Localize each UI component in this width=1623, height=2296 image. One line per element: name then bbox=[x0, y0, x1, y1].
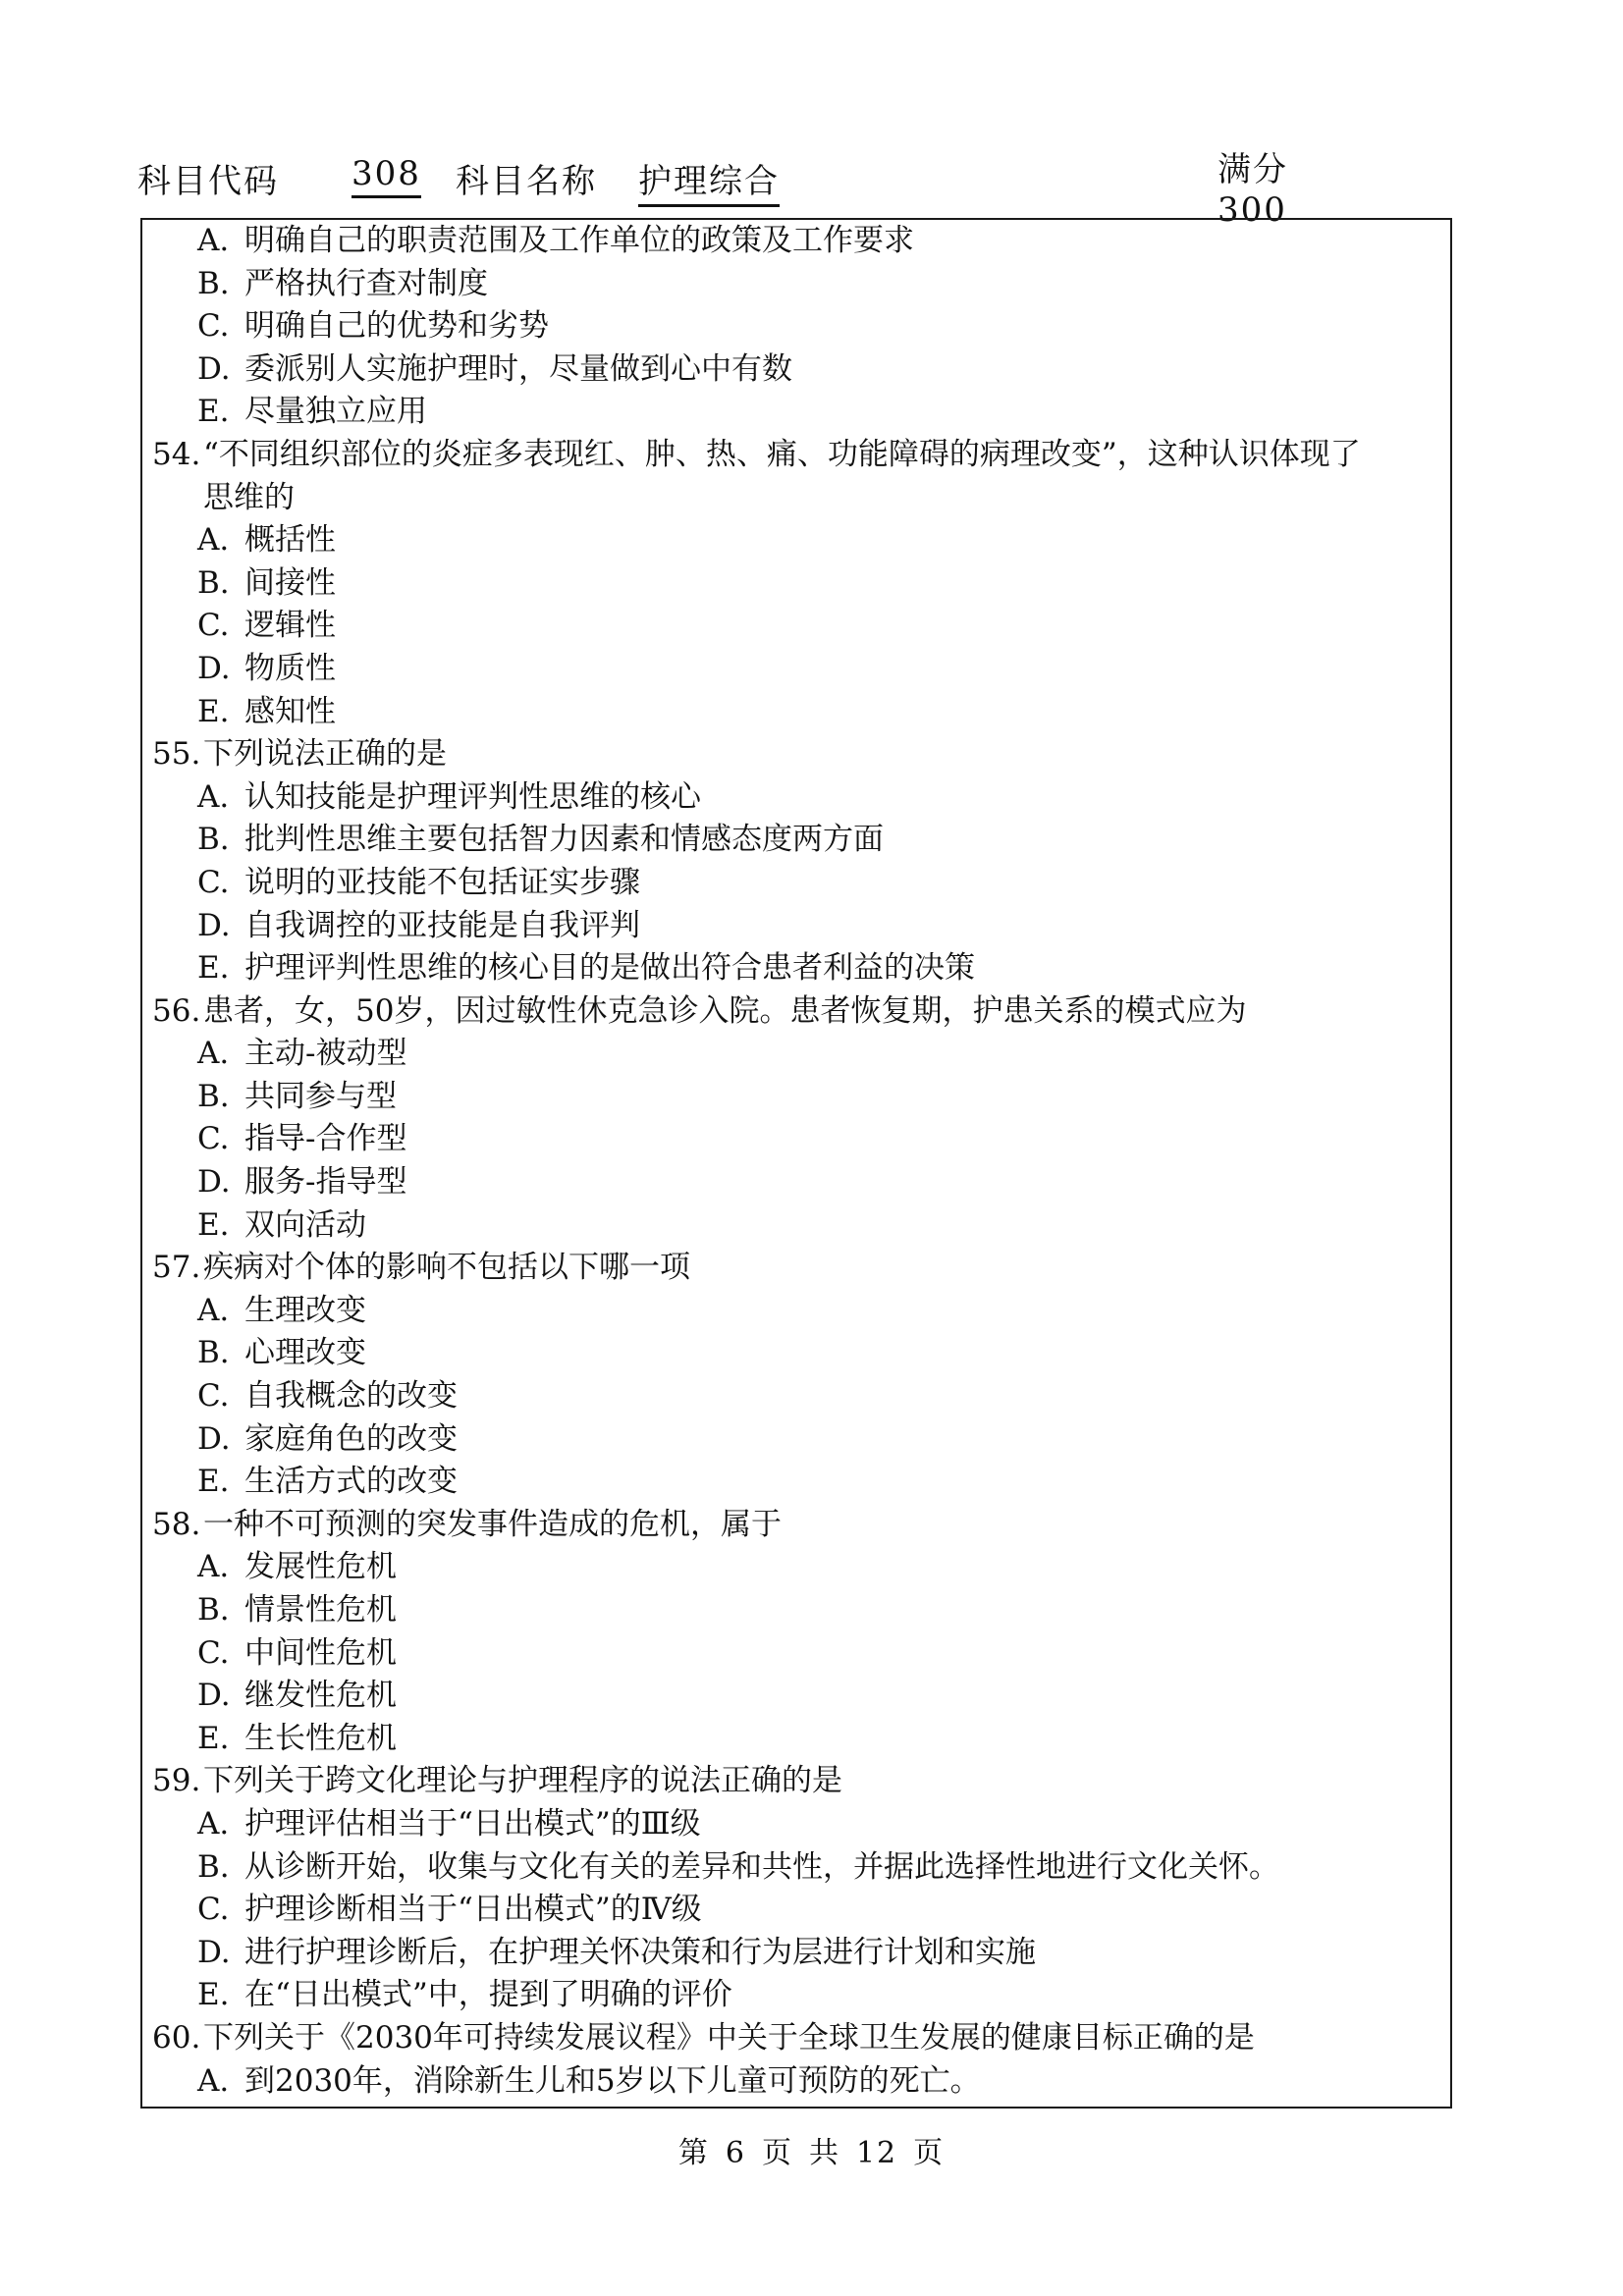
option-text: 发展性危机 bbox=[244, 1549, 397, 1585]
option-item bbox=[152, 1161, 1440, 1204]
option-item bbox=[152, 648, 1440, 691]
option-item bbox=[152, 1974, 1440, 2017]
option-item bbox=[152, 947, 1440, 990]
option-key: B. bbox=[197, 564, 230, 601]
option-key: C. bbox=[197, 1634, 230, 1671]
option-text: 生活方式的改变 bbox=[244, 1464, 458, 1500]
option-text: 护理评估相当于“日出模式”的Ⅲ级 bbox=[244, 1805, 701, 1842]
option-text: 逻辑性 bbox=[244, 608, 336, 644]
option-key: A. bbox=[197, 2062, 230, 2099]
option-text: 尽量独立应用 bbox=[244, 394, 427, 430]
option-text: 护理诊断相当于“日出模式”的Ⅳ级 bbox=[244, 1892, 702, 1928]
option-text: 间接性 bbox=[244, 564, 336, 601]
option-key: D. bbox=[197, 907, 231, 943]
option-text: 共同参与型 bbox=[244, 1078, 397, 1114]
question-number: 54. bbox=[152, 436, 201, 472]
option-text: 护理评判性思维的核心目的是做出符合患者利益的决策 bbox=[244, 950, 975, 987]
option-key: A. bbox=[197, 1292, 230, 1328]
option-key: A. bbox=[197, 223, 230, 258]
option-text: 家庭角色的改变 bbox=[244, 1420, 458, 1457]
option-item bbox=[152, 1889, 1440, 1932]
question-text: 下列关于《2030年可持续发展议程》中关于全球卫生发展的健康目标正确的是 bbox=[203, 2019, 1255, 2056]
question-text: 下列关于跨文化理论与护理程序的说法正确的是 bbox=[203, 1763, 842, 1799]
option-item bbox=[152, 1461, 1440, 1504]
option-key: C. bbox=[197, 308, 230, 345]
option-item bbox=[152, 220, 1440, 263]
option-text: 到2030年，消除新生儿和5岁以下儿童可预防的死亡。 bbox=[244, 2062, 981, 2099]
option-text: 严格执行查对制度 bbox=[244, 265, 488, 301]
question-number: 56. bbox=[152, 992, 201, 1029]
question-text: 疾病对个体的影响不包括以下哪一项 bbox=[203, 1250, 690, 1286]
option-key: A. bbox=[197, 778, 230, 815]
option-key: B. bbox=[197, 1592, 230, 1628]
subject-code-value: 308 bbox=[352, 154, 421, 198]
option-item bbox=[152, 819, 1440, 862]
option-key: E. bbox=[197, 1206, 230, 1243]
option-key: E. bbox=[197, 1720, 230, 1756]
option-key: D. bbox=[197, 350, 231, 387]
option-key: B. bbox=[197, 1335, 230, 1371]
exam-header bbox=[137, 142, 1375, 230]
question-stem bbox=[152, 990, 1440, 1034]
option-item bbox=[152, 1118, 1440, 1161]
option-key: C. bbox=[197, 608, 230, 644]
option-text: 主动-被动型 bbox=[244, 1036, 407, 1072]
option-key: E. bbox=[197, 693, 230, 729]
option-text: 感知性 bbox=[244, 693, 336, 729]
option-item bbox=[152, 263, 1440, 306]
option-text: 明确自己的职责范围及工作单位的政策及工作要求 bbox=[244, 223, 914, 258]
option-text: 自我调控的亚技能是自我评判 bbox=[244, 907, 640, 943]
subject-name-value: 护理综合 bbox=[638, 154, 780, 207]
question-stem bbox=[152, 1247, 1440, 1290]
subject-name-label: 科目名称 bbox=[456, 162, 597, 201]
option-item bbox=[152, 776, 1440, 820]
option-item bbox=[152, 1290, 1440, 1333]
option-key: E. bbox=[197, 1464, 230, 1500]
option-key: D. bbox=[197, 1934, 231, 1970]
question-box bbox=[140, 218, 1452, 2109]
option-text: 进行护理诊断后，在护理关怀决策和行为层进行计划和实施 bbox=[244, 1934, 1036, 1970]
option-key: A. bbox=[197, 1036, 230, 1072]
question-stem bbox=[152, 733, 1440, 776]
option-key: D. bbox=[197, 1678, 231, 1714]
option-key: D. bbox=[197, 650, 231, 686]
option-item bbox=[152, 862, 1440, 905]
option-item bbox=[152, 1632, 1440, 1676]
question-stem bbox=[152, 1504, 1440, 1547]
footer-total-prefix: 共 bbox=[808, 2136, 840, 2170]
option-text: 生长性危机 bbox=[244, 1720, 397, 1756]
question-stem bbox=[152, 2017, 1440, 2060]
question-content bbox=[152, 220, 1440, 2103]
option-item bbox=[152, 1076, 1440, 1119]
option-item bbox=[152, 1846, 1440, 1890]
option-key: E. bbox=[197, 394, 230, 430]
option-item bbox=[152, 1589, 1440, 1632]
option-key: B. bbox=[197, 1078, 230, 1114]
option-text: 自我概念的改变 bbox=[244, 1378, 458, 1415]
question-number: 59. bbox=[152, 1763, 201, 1799]
option-item bbox=[152, 348, 1440, 392]
option-item bbox=[152, 905, 1440, 948]
option-text: 服务-指导型 bbox=[244, 1164, 407, 1201]
option-item bbox=[152, 1675, 1440, 1718]
option-text: 明确自己的优势和劣势 bbox=[244, 308, 549, 345]
question-number: 60. bbox=[152, 2019, 201, 2056]
option-item bbox=[152, 519, 1440, 562]
option-key: B. bbox=[197, 822, 230, 858]
option-item bbox=[152, 1033, 1440, 1076]
option-item bbox=[152, 391, 1440, 434]
total-pages-number: 12 bbox=[855, 2136, 898, 2170]
question-number: 57. bbox=[152, 1250, 201, 1286]
option-key: B. bbox=[197, 265, 230, 301]
question-number: 58. bbox=[152, 1506, 201, 1542]
question-text: 下列说法正确的是 bbox=[203, 736, 447, 773]
option-key: C. bbox=[197, 1378, 230, 1415]
page-footer bbox=[0, 2128, 1623, 2171]
option-key: A. bbox=[197, 1805, 230, 1842]
option-text: 物质性 bbox=[244, 650, 336, 686]
question-stem bbox=[152, 434, 1440, 477]
option-text: 指导-合作型 bbox=[244, 1121, 407, 1157]
option-item bbox=[152, 1332, 1440, 1375]
option-item bbox=[152, 1546, 1440, 1589]
option-text: 从诊断开始，收集与文化有关的差异和共性，并据此选择性地进行文化关怀。 bbox=[244, 1848, 1279, 1885]
question-number: 55. bbox=[152, 736, 201, 773]
option-text: 批判性思维主要包括智力因素和情感态度两方面 bbox=[244, 822, 884, 858]
question-text: 患者，女，50岁，因过敏性休克急诊入院。患者恢复期，护患关系的模式应为 bbox=[203, 992, 1247, 1029]
option-key: B. bbox=[197, 1848, 230, 1885]
option-item bbox=[152, 1718, 1440, 1761]
option-text: 继发性危机 bbox=[244, 1678, 397, 1714]
option-text: 情景性危机 bbox=[244, 1592, 397, 1628]
full-score-value: 300 bbox=[1217, 190, 1287, 230]
option-key: D. bbox=[197, 1164, 231, 1201]
option-item bbox=[152, 562, 1440, 606]
option-text: 双向活动 bbox=[244, 1206, 366, 1243]
option-key: A. bbox=[197, 522, 230, 559]
option-text: 认知技能是护理评判性思维的核心 bbox=[244, 778, 701, 815]
option-key: C. bbox=[197, 1121, 230, 1157]
option-text: 概括性 bbox=[244, 522, 336, 559]
option-key: D. bbox=[197, 1420, 231, 1457]
option-text: 生理改变 bbox=[244, 1292, 366, 1328]
option-item bbox=[152, 2060, 1440, 2104]
current-page-number: 6 bbox=[725, 2136, 746, 2170]
option-key: E. bbox=[197, 950, 230, 987]
option-item bbox=[152, 305, 1440, 348]
subject-code-label: 科目代码 bbox=[137, 162, 279, 201]
question-text: “不同组织部位的炎症多表现红、肿、热、痛、功能障碍的病理改变”，这种认识体现了 bbox=[203, 436, 1361, 472]
full-score bbox=[1217, 142, 1375, 230]
option-text: 在“日出模式”中，提到了明确的评价 bbox=[244, 1977, 732, 2013]
footer-prefix: 第 bbox=[677, 2136, 710, 2170]
question-stem-continued: 思维的 bbox=[203, 479, 295, 515]
option-key: C. bbox=[197, 1892, 230, 1928]
option-text: 中间性危机 bbox=[244, 1634, 397, 1671]
question-text: 一种不可预测的突发事件造成的危机，属于 bbox=[203, 1506, 782, 1542]
full-score-label: 满分 bbox=[1217, 150, 1288, 189]
option-item bbox=[152, 1375, 1440, 1418]
option-item bbox=[152, 691, 1440, 734]
option-item bbox=[152, 605, 1440, 648]
option-item bbox=[152, 1418, 1440, 1462]
question-stem bbox=[152, 1760, 1440, 1803]
option-item bbox=[152, 1932, 1440, 1975]
option-key: C. bbox=[197, 864, 230, 900]
footer-total-suffix: 页 bbox=[913, 2136, 946, 2170]
option-text: 委派别人实施护理时，尽量做到心中有数 bbox=[244, 350, 792, 387]
option-text: 心理改变 bbox=[244, 1335, 366, 1371]
option-key: E. bbox=[197, 1977, 230, 2013]
option-item bbox=[152, 1204, 1440, 1248]
footer-page-word: 页 bbox=[761, 2136, 793, 2170]
option-key: A. bbox=[197, 1549, 230, 1585]
option-text: 说明的亚技能不包括证实步骤 bbox=[244, 864, 640, 900]
option-item bbox=[152, 1803, 1440, 1846]
